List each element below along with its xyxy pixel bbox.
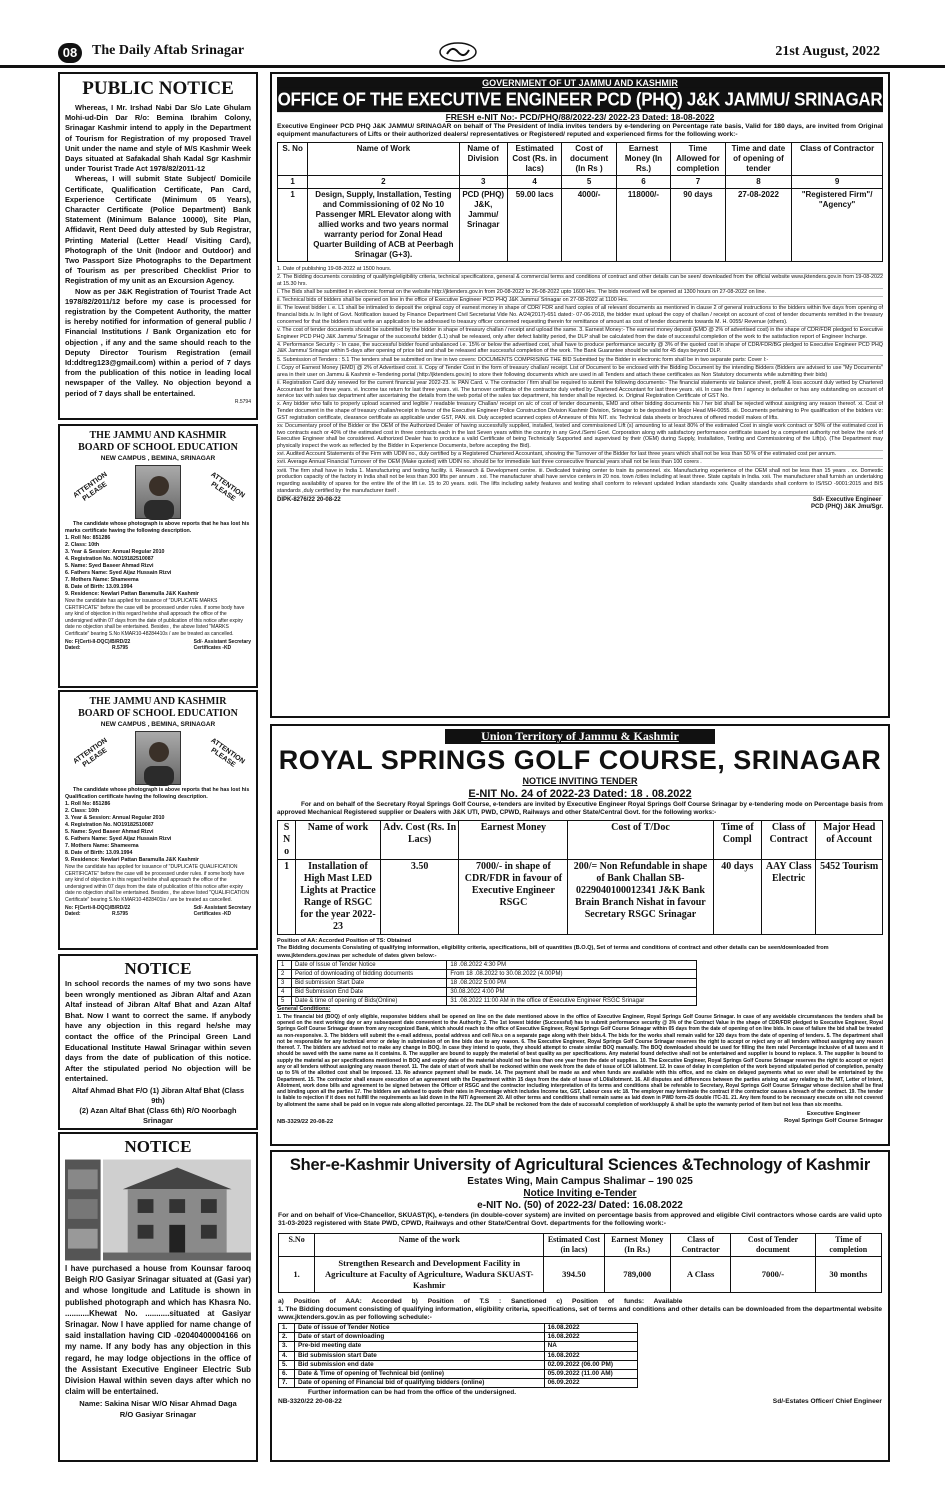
bose-item: 8. Date of Birth: 13.09.1994 <box>65 584 133 590</box>
schedule-cell: 5 <box>278 997 292 1006</box>
pcd-cell: Design, Supply, Installation, Testing and Commissioning of 02 No 10 Passenger MRL Elevator along with allied works and two years normal warranty period for Zonal Head Quarter Building of ACB at Peerbagh Srinagar (G+3). <box>308 189 459 262</box>
skuast-positions: a) Position of AAA: Accorded b) Position of T.S : Sanctioned c) Position of funds: Available <box>278 1297 683 1305</box>
schedule-cell: 5. <box>279 1360 295 1369</box>
skuast-cell: 394.50 <box>544 1256 604 1292</box>
schedule-cell: 16.08.2022 <box>544 1333 637 1342</box>
pcd-cell: 4000/- <box>562 189 616 262</box>
pcd-col-header: Cost of document (In Rs ) <box>562 143 616 176</box>
schedule-cell: 05.09.2022 (11.00 AM) <box>544 1370 637 1379</box>
notice-house-purchase <box>58 1132 258 1462</box>
public-notice-para2: Whereas, I will submit State Subject/ Domicile Certificate, Qualification Certificate, Pan Card, Experience Certificate (Minimum 05 Years), Character Certificate (Police Department) Bank Statement (Minimum Balance 10000), Site Plan, Affidavit, Rent Deed duly attested by Sub Registrar, Printing Material (Letter Head/ Visiting Card), Photograph of the Unit (Indoor and Outdoor) and Two Passport Size Photographs to the Department of Tourism as per prescribed Checklist Prior to Registration of my unit as an Excursion Agency. <box>65 174 251 286</box>
bose-sig: Sd/- Assistant Secretary <box>193 638 251 645</box>
map-thumbnail-icon <box>65 1159 101 1261</box>
golf-table <box>277 820 883 935</box>
bose-board: BOARD OF SCHOOL EDUCATION <box>78 442 238 453</box>
golf-cell: 3.50 <box>380 860 459 935</box>
pcd-col-header: S. No <box>278 143 308 176</box>
pcd-condition: ii. Registration Card duly renewed for the current financial year 2022-23. iv. PAN Card. v. The contractor / firm shall be required to submit the following documents:- The financial statements viz balance sheet, profit & loss account duly vetted by Chartered Accountant for last three years. vi. Income tax return for last three years. vii. The turnover certificate of the contractor duly vetted by Chartered Accountant for last three years. viii. In case the firm / agency is defaulter or has any outstanding on account of service tax with sales tax department after ascertaining the details from the web portal of the sales tax department, his tender shall be rejected. ix. Original Registration Certificate of GST No. <box>277 379 883 400</box>
schedule-cell: 18 .08.2022 4:30 PM <box>447 961 697 970</box>
attention-right: ATTENTION PLEASE <box>209 471 246 503</box>
skuast-nb: NB-3320/22 20-08-22 <box>278 1398 342 1406</box>
skuast-intro: For and on behalf of Vice-Chancellor, SKUAST(K), e-tenders (in double-cover system) are invited on percentage basis from approved and eligible Civil contractors whose cards are valid upto 31-03-2023 registered with State PWD, CPWD, Railways and other State/Central Govt. departments for the following work:- <box>278 1212 882 1228</box>
house-photo-icon <box>103 1159 251 1261</box>
schedule-cell: 2 <box>278 970 292 979</box>
notice-title: NOTICE <box>124 1137 192 1156</box>
pcd-condition: ii. Technical bids of bidders shall be opened on line in the office of Executive Engineer PCD PHQ J&K Jammu/ Srinagar on 27-08-2022 at 1100 Hrs. <box>277 297 883 305</box>
skuast-nit: e-NIT No. (50) of 2022-23/ Dated: 16.08.2022 <box>477 1200 683 1211</box>
pcd-cell: 1 <box>278 189 308 262</box>
skuast-col-header: Estimated Cost (in lacs) <box>544 1233 604 1256</box>
pcd-condition: 2. The Bidding documents consisting of qualifying/eligibility criteria, technical specifications, general & commercial terms and conditions of contract and other details can be seen/ downloaded from the official website www.jktenders.gov.in from 19-08-2022 at 15.30 hrs. <box>277 273 883 287</box>
golf-name: ROYAL SPRINGS GOLF COURSE, SRINAGAR <box>278 745 882 775</box>
skuast-col-header: S.No <box>279 1233 315 1256</box>
pcd-col-header: Estimated Cost (Rs. in lacs) <box>507 143 561 176</box>
bose-item: 2. Class: 10th <box>65 808 100 814</box>
bose-notice-marks <box>58 424 258 688</box>
pcd-condition: xvi. Audited Account Statements of the Firm with UDIN no., duly certified by a Registered Chartered Accountant, showing the Turnover of the Bidder for last three years which shall not be less than 50 % of the estimated cost per annum. <box>277 451 883 459</box>
skuast-col-header: Name of the work <box>315 1233 544 1256</box>
pcd-govt: GOVERNMENT OF UT JAMMU AND KASHMIR <box>277 77 883 89</box>
pcd-condition: iii. The lowest bidder i. e. L1 shall be intimated to deposit the original copy of earnest money in shape of CDR/ FDR and hard copies of all relevant documents as mentioned in clause 2 of general instructions to the bidders within five days from opening of financial bids.iv. In light of Govt. Notification issued by Finance Department Civil Secretariat Vide No. A/24(2017)-651 dated:- 07-06-2018, the bidder must upload the copy of challan / receipt on account of cost of tender documents remitted in the treasury concerned for that the bidders must write an application to be addressed to treasury officer concerned requesting therein for remittance of amount as cost of tender documents towards M. H. 0055/ Revenue (others). <box>277 305 883 325</box>
golf-cell: 1 <box>278 860 296 935</box>
bose-sig2: Certificates -KD <box>193 911 232 918</box>
paper-name: The Daily Aftab Srinagar <box>92 43 245 58</box>
schedule-cell: 02.09.2022 (06.00 PM) <box>544 1360 637 1369</box>
golf-col-header: Time of Compl <box>713 821 761 860</box>
pcd-sig: Sd/- Executive Engineer <box>812 496 882 503</box>
public-notice <box>58 72 258 420</box>
skuast-nit-title: Notice Inviting e-Tender <box>523 1188 637 1199</box>
bose-notice-qualification <box>58 690 258 950</box>
notice-sign2: (2) Azan Altaf Bhat (Class 6th) R/O Noorbagh Srinagar <box>79 1105 237 1125</box>
bose-item: 7. Mothers Name: Shameema <box>65 843 139 849</box>
golf-cell: 5452 Tourism <box>816 860 883 935</box>
skuast-wing: Estates Wing, Main Campus Shalimar – 190 025 <box>467 1176 693 1187</box>
skuast-title: Sher-e-Kashmir University of Agricultural Sciences &Technology of Kashmir <box>289 1156 871 1174</box>
schedule-cell: Bid submission start Date <box>295 1351 545 1360</box>
schedule-cell: 06.09.2022 <box>544 1379 637 1388</box>
pcd-condition: xvii. Average Annual Financial Turnover of the OEM (Make quoted) with UDIN no. should be for immediate last three consecutive financial years shall not be less than 100 corers . <box>277 459 883 467</box>
house-photos <box>65 1159 251 1261</box>
bose-item: 3. Year & Session: Annual Regular 2010 <box>65 549 165 555</box>
golf-col-header: Earnest Money <box>459 821 568 860</box>
bose-item: 5. Name: Syed Baseer Ahmad Rizvi <box>65 829 154 835</box>
pcd-col-number: 7 <box>671 176 725 189</box>
pcd-condition: 4. Performance Security :- In case, the successful bidder found unbalanced i.e. 15% or below the advertised cost, shall have to produce performance security @ 3% of the quoted cost in shape of CDR/FDR/BG pledged to Executive Engineer PCD PHQ J&K Jammu/ Srinagar within 5-days after opening of price bid and shall be released after successful completion of the work. The Bank Guarantee should be valid for 45 days beyond DLP. <box>277 341 883 355</box>
bose-item: 3. Year & Session: Annual Regular 2010 <box>65 815 165 821</box>
bose-dated: Dated: <box>65 911 81 918</box>
schedule-cell: 4 <box>278 988 292 997</box>
schedule-cell: Period of downloading of bidding documents <box>292 970 447 979</box>
candidate-photo <box>135 465 181 519</box>
pcd-col-number: 4 <box>507 176 561 189</box>
bose-item: 8. Date of Birth: 13.09.1994 <box>65 850 133 856</box>
bose-item: 6. Fathers Name: Syed Aijaz Hussain Rizvi <box>65 570 172 576</box>
golf-sig2: Royal Springs Golf Course Srinagar <box>784 1118 883 1125</box>
candidate-photo <box>135 731 181 785</box>
bose-items <box>65 535 251 598</box>
skuast-cell: 30 months <box>815 1256 881 1292</box>
golf-col-header: Major Head of Account <box>816 821 883 860</box>
skuast-further: Further information can be had from the office of the undersigned. <box>308 1389 517 1397</box>
skuast-sig: Sd/-Estates Officer/ Chief Engineer <box>772 1398 882 1406</box>
golf-nit-title: NOTICE INVITING TENDER <box>522 776 638 786</box>
pcd-nit: FRESH e-NIT No:- PCD/PHQ/88/2022-23/ 2022-23 Dated: 18-08-2022 <box>445 112 715 122</box>
bose-items <box>65 801 251 864</box>
pcd-col-number: 2 <box>308 176 459 189</box>
golf-col-header: S N o <box>278 821 296 860</box>
bose-dated: Dated: <box>65 645 81 652</box>
pcd-col-header: Earnest Money (In Rs.) <box>616 143 670 176</box>
golf-col-header: Cost of T/Doc <box>568 821 713 860</box>
schedule-cell: Date & Time of opening of Technical bid (online) <box>295 1370 545 1379</box>
person-icon <box>136 732 182 786</box>
bose-item: 5. Name: Syed Baseer Ahmad Rizvi <box>65 563 154 569</box>
pcd-cell: "Registered Firm"/ "Agency" <box>792 189 883 262</box>
pcd-col-header: Time and date of opening of tender <box>725 143 792 176</box>
golf-tender <box>270 724 890 1146</box>
pcd-col-number: 8 <box>725 176 792 189</box>
golf-cell: Installation of High Mast LED Lights at Practice Range of RSGC for the year 2022-23 <box>296 860 381 935</box>
bose-campus: NEW CAMPUS , BEMINA, SRINAGAR <box>100 455 216 462</box>
pcd-office: OFFICE OF THE EXECUTIVE ENGINEER PCD (PHQ) J&K JAMMU/ SRINAGAR <box>277 88 883 112</box>
skuast-cell: 1. <box>279 1256 315 1292</box>
schedule-cell: 3 <box>278 979 292 988</box>
pcd-condition: 1. Date of publishing 19-08-2022 at 1500 hours. <box>277 265 883 273</box>
golf-ut: Union Territory of Jammu & Kashmir <box>445 729 715 744</box>
schedule-cell: 3. <box>279 1342 295 1351</box>
schedule-cell: Date of Issue of Tender Notice <box>292 961 447 970</box>
schedule-cell: Bid submission end date <box>295 1360 545 1369</box>
pcd-condition: x. Any bidder who fails to properly upload scanned and legible / readable treasury Challan/ receipt on a/c of cost of tender documents, EMD and other bidding documents his / her bid shall be rejected without assigning any reason thereof. xi. Cost of Tender document in the shape of treasury challan/receipt in favour of the Executive Engineer Police Construction Division Kashmir Division, Srinagar to be deposited in Major Head MH-0055. xii. Documents pertaining to Pre qualification of the bidders viz: GST registration certificate, clearance certificate as applicable under GST, PAN. xiii. Duly accepted scanned copies of Annexure of this NIT. xiv. Technical data sheets or brochures of offered model/ makes of lifts. <box>277 401 883 421</box>
bose-sig2: Certificates -KD <box>193 645 232 652</box>
skuast-col-header: Time of completion <box>815 1233 881 1256</box>
pcd-cell: 118000/- <box>616 189 670 262</box>
schedule-cell: 18 .08.2022 5:00 PM <box>447 979 697 988</box>
bose-body: Now the candidate has applied for issuance of "DUPLICATE MARKS CERTIFICATE" before the case will be processed under rules. if some body have any kind of objection in this regard he/she shall approach the office of the undersigned within 07 days from the date of publication of this notice after expiry date no objection shall be entertained. Besides , the above listed "MARKS Certificate" bearing S.No KMAR10-48284410s / are be treated as cancelled. <box>65 598 245 637</box>
notice-body: I have purchased a house from Kounsar farooq Beigh R/O Gasiyar Srinagar situated at (Gasi yar) and whose longitude and Latitude is shown in published photograph and which has Khasra No. ...........Khewat No. ...........situated at Gasiyar Srinagar. Now I have applied for name change of said installation having CID -02040400004166 on my name. If any body has any objection in this regard, he may lodge objections in the office of the Assistant Executive Engineer Electric Sub Division Hawal within seven days after which no claim will be entertained. <box>65 1264 251 1397</box>
pcd-cell: 90 days <box>671 189 725 262</box>
bose-item: 4. Registration No. NO19182510087 <box>65 556 154 562</box>
paper-logo-icon <box>438 41 478 63</box>
notice-sign1: Name: Sakina Nisar W/O Nisar Ahmad Daga <box>79 1399 237 1409</box>
pcd-col-number: 6 <box>616 176 670 189</box>
bose-rno: R.5795 <box>111 645 129 652</box>
public-notice-para3: Now as per J&K Registration of Tourist Trade Act 1978/82/2011/12 before my case is processed for registration by the Competent Authority, the matter is hereby notified for information of general public / Financial Institutions / Bank Organization etc for objection , if any and the same should reach to the Deputy Director Tourism Registration (email Id:ddtreg123@gmail.com) within a period of 7 days from the publication of this notice in leading local newspaper of the Valley. No objection beyond a period of 7 days shall be entertained. <box>65 286 251 398</box>
pcd-col-header: Name of Work <box>308 143 459 176</box>
pcd-dipk: DIPK-8276/22 20-08-22 <box>277 496 341 503</box>
pcd-col-number: 3 <box>459 176 507 189</box>
golf-col-header: Name of work <box>296 821 381 860</box>
skuast-tender <box>270 1150 890 1462</box>
golf-gc-title: General Conditions: <box>277 1006 331 1013</box>
pcd-cell: PCD (PHQ) J&K, Jammu/ Srinagar <box>459 189 507 262</box>
pcd-condition: i. Copy of Earnest Money (EMD) @ 2% of Advertised cost. ii. Copy of Tender Cost in the form of treasury challan/ receipt. List of Document to be enclosed with the Bidding Document by the intending Bidders (Bidders are advised to use "My Documents" area in their user on Jammu & Kashmir e-Tendering portal (http://jktenders.gov.in) to store their following documents which are used in all Tenders and attach these certificates as Non Statutory documents while submitting their bids) <box>277 364 883 378</box>
golf-cell: 200/= Non Refundable in shape of Bank Challan SB-0229040100012341 J&K Bank Brain Branch Nishat in favour Secretary RSGC Srinagar <box>568 860 713 935</box>
schedule-cell: 16.08.2022 <box>544 1324 637 1333</box>
notice-sign2: R/O Gasiyar Srinagar <box>119 1410 197 1420</box>
bose-board: BOARD OF SCHOOL EDUCATION <box>78 708 238 719</box>
pcd-col-header: Name of Division <box>459 143 507 176</box>
golf-gc: 1. The financial bid (BOQ) of only eligible, responsive bidders shall be opened on line on the date mentioned above in the office of Executive Engineer, Royal Springs Golf Course Srinagar. In case of any avoidable circumstances the tenders shall be opened on the next working day or any subsequent date convenient to the Authority 2. The 1st lowest bidder (Successful) has to submit performance security @ 3% of the Contract Value in the shape of CDR/FDR pledged to Executive Engineer, Royal Springs Golf Course Srinagar drawn from any recognized Bank, which should reach to the office of Executive Engineer, Royal Springs Golf Course Srinagar within 05 days from the date of opening of on line bids. In case of failure the bid shall be treated as non-responsive. 3. The bidders will submit the e-mail address, postal address and cell No.s on a separate page along with their bids.4. The bids for the works shall remain valid for 120 days from the date of opening of tenders. 5. The department shall not be responsible for any technical error or delay in submission of on line bids due to any reason. 6. The Executive Engineer, Royal Springs Golf Course Srinagar reserves the right to accept or reject any or all tenders without assigning any reason thereof. 7. The bidders are advised not to make any change in BOQ. In case they intend to quote, they should attempt to create similar BOQ manually. The BOQ downloaded should be used for filling the item rate/ Percentage inclusive of all taxes and it should be saved with the same name as it contains. 8. The supplier are bound to supply the material of best quality as per specifications. Any material found defective shall not be entertained and supplier is bound to replace. 9. The supplier is bound to supply the material as per specifications mentioned in BOQ and expiry date of the material should not be less than one year from the date of supplies. 10. The Executive Engineer, Royal Springs Golf Course Srinagar reserves the right to accept or reject any or all tenders without assigning any reason thereof. 11. The date of start of work shall be reckoned within one week from the date of issue of LOI /allotment. 12. In case of delay in completion of the work beyond stipulated period of completion, penalty up to 5% of the allotted cost shall be imposed. 13. No advance payment shall be made. 14. The payment shall be made as and when funds are available with this office, and no claim on delayed payments what so ever shall be entertained by the Department. 15. The contractor shall ensure execution of an agreement with the Department within 15 days from the date of issue of LOI/allotment. 16. All disputes and differences between the parties arising out any relating to the NIT, Letter of Intent, Allotment, work done bills and agreement to be signed between the Officer of RSGC and the contractor including interpretation of its terms and conditions shall be referable to Secretary, Royal Springs Golf Course Srinagar whose decision shall be final and binding upon all the parties 17. The bidders are advised to quote their rates in Percentage which includes Income tax, GST, Labour cess etc 18. The employer may terminate the contract if the contractor causes a breach of the contract. 19. The tender is liable to rejection if it does not fulfill the requirements as laid down in the NIT/ Agreement 20. All other terms and conditions shall remain same as laid down in PWD form-25 double /TC-31. 21. Any item found to be necessary execute on site not covered by allotment the same shall be paid on in vogue rate along allotted percentage. 22. The DLP shall be reckoned from the date of successful completion of work/supply & shall be upto the warranty period of item but not less than six months. <box>277 1013 883 1108</box>
golf-sig: Executive Engineer <box>806 1111 861 1118</box>
golf-schedule <box>277 960 697 1006</box>
schedule-cell: Date of start of downloading <box>295 1333 545 1342</box>
golf-cell: 40 days <box>713 860 761 935</box>
pcd-condition: i. The Bids shall be submitted in electronic format on the website http://jktenders.gov.in from 20-08-2022 to 26-08-2022 upto 1600 Hrs. The bids received will be opened at 1300 hours on 27-08-2022 on line. <box>277 289 883 297</box>
pcd-col-number: 1 <box>278 176 308 189</box>
schedule-cell: Date of opening of Financial bid of qualifying bidders (online) <box>295 1379 545 1388</box>
skuast-cell: A Class <box>670 1256 730 1292</box>
bose-item: 2. Class: 10th <box>65 542 100 548</box>
bose-rno: R.5795 <box>111 911 129 918</box>
attention-left: ATTENTION PLEASE <box>72 471 109 503</box>
bose-no: No: F(Certi-II-DQC)/B/RD/22 <box>65 904 131 911</box>
skuast-cell: Strengthen Research and Development Facility in Agriculture at Faculty of Agriculture, Wadura SKUAST-Kashmir <box>315 1256 544 1292</box>
pcd-table <box>277 142 883 262</box>
schedule-cell: Pre-bid meeting date <box>295 1342 545 1351</box>
bose-org: THE JAMMU AND KASHMIR <box>89 430 227 441</box>
skuast-col-header: Class of Contractor <box>670 1233 730 1256</box>
golf-cell: AAY Class Electric <box>761 860 815 935</box>
schedule-cell: 4. <box>279 1351 295 1360</box>
notice-title: NOTICE <box>124 959 192 978</box>
pcd-intro: Executive Engineer PCD PHQ J&K JAMMU/ SRINAGAR on behalf of The President of India invites tenders by e-tendering on Percentage rate basis, Valid for 180 days, are invited from Original equipment manufacturers of Lifts or their authorized dealers/ representatives or Registered/ reputed and experienced firms for the following work:- <box>277 123 883 139</box>
pcd-sig2: PCD (PHQ) J&K Jmu/Sgr. <box>810 504 883 511</box>
golf-col-header: Class of Contract <box>761 821 815 860</box>
pcd-condition: xv. Documentary proof of the Bidder or the OEM of the Authorized Dealer of having successfully supplied, installed, tested and commissioned Lift (s) amounting to at least 80% of the estimated Cost in single work contract or 50% of the estimated cost in two contracts each or 40% of the estimated cost in three contracts each in the last Seven years within the country in any Govt./Semi Govt. Corporation along with satisfactory performance certificate issued by a competent authority not below the rank of Executive Engineer shall be considered. Authorized Dealer has to produce a valid Certificate of being Technically Supported and supervised by their (OEM) during Supply, Installation, Testing and Commissioning of the Lift(s). (The Department may physically inspect the work as reflected by the Bidder in Experience Documents, before accepting the Bid). <box>277 423 883 449</box>
skuast-table <box>278 1233 882 1293</box>
golf-cell: 7000/- in shape of CDR/FDR in favour of Executive Engineer RSGC <box>459 860 568 935</box>
public-notice-para1: Whereas, I Mr. Irshad Nabi Dar S/o Late Ghulam Mohi-ud-Din Dar R/o: Bemina Ibrahim Colony, Srinagar Kashmir intend to apply in the Department of Tourism for Registration of my proposed Travel Unit under the name and style of M/S Kashmir Week Days situated at Safakadal Shah Kadal Sgr Kashmir under Tourist Trade Act 1978/82/2011-12 <box>65 103 251 174</box>
skuast-schedule <box>278 1323 638 1388</box>
bose-item: 1. Roll No: 851286 <box>65 801 111 807</box>
skuast-bidding: 1. The Bidding document consisting of qualifying information, eligibility criteria, specifications, set of terms and conditions and other details can be downloaded from the departmental website www.jktenders.gov.in as per following schedule:- <box>278 1305 882 1322</box>
notice-sign1: Altaf Ahmad Bhat F/O (1) Jibran Altaf Bhat (Class 9th) <box>71 1085 245 1105</box>
schedule-cell: NA <box>544 1342 637 1351</box>
pcd-condition: 5. Submission of Tenders : 5.1 The tenders shall be submitted on line in two covers: DOCUMENTS COMPRISING THE BID Submitted by the Bidder in electronic form shall be in two separate parts: Cover I:- <box>277 356 883 364</box>
golf-col-header: Adv. Cost (Rs. In Lacs) <box>380 821 459 860</box>
bose-item: 9. Residence: Newlari Pattan Baramulla J&K Kashmir <box>65 591 199 597</box>
pcd-conditions <box>277 265 883 495</box>
bose-item: 7. Mothers Name: Shameema <box>65 577 139 583</box>
pcd-condition: xviii. The firm shall have in India 1. Manufacturing and testing facility. ii. Research & Development centre. iii. Dedicated training center to train its personnel. xix. Manufacturing experience of the OEM shall not be less than 15 years . xx. Domestic production capacity of the factory in India shall not be less than 300 lifts per annum . xxi. The manufacturer shall have service centers in 20 nos. town /cities including at least three. State capitals in India. xxii. The manufacturer shall furnish an undertaking regarding availability of spares for the entire life of the lift i.e. 15 to 20 years. xxiii. The lifts including safety features and testing shall conform to relevant updated Indian standards xxiv. Quality standards shall conform to IS/ISO -9001:2015 and BIS standards ,duly certified by the manufacturer itself . <box>277 467 883 494</box>
pcd-col-number: 5 <box>562 176 616 189</box>
schedule-cell: Date of issue of Tender Notice <box>295 1324 545 1333</box>
bose-intro: The candidate whose photograph is above reports that he has lost his marks certificate having the following description. <box>65 521 250 534</box>
skuast-cell: 789,000 <box>604 1256 670 1292</box>
notice-name-correction <box>58 954 258 1130</box>
pcd-condition: v. The cost of tender documents should be submitted by the bidder in shape of treasury challan / receipt and upload the same. 3. Earnest Money:- The earnest money deposit (EMD @ 2% of advertised cost) in the shape of CDR/FDR pledged to Executive Engineer PCD PHQ J&K Jammu/ Srinagar of the successful bidder (L1) shall be released, only after defect liability period, the DLP shall be calculated from the date of successful completion of the work to the satisfaction report of Engineer Incharge. <box>277 326 883 340</box>
pcd-col-number: 9 <box>792 176 883 189</box>
golf-nit: E-NIT No. 24 of 2022-23 Dated: 18 . 08.2022 <box>468 788 692 800</box>
bose-sig: Sd/- Assistant Secretary <box>193 904 251 911</box>
schedule-cell: Date & time of opening of Bids(Online) <box>292 997 447 1006</box>
bose-org: THE JAMMU AND KASHMIR <box>89 696 227 707</box>
schedule-cell: 6. <box>279 1370 295 1379</box>
issue-date: 21st August, 2022 <box>775 44 880 59</box>
schedule-cell: Bid submission Start Date <box>292 979 447 988</box>
pcd-cell: 27-08-2022 <box>725 189 792 262</box>
golf-nb: NB-3329/22 20-08-22 <box>277 1119 334 1126</box>
golf-bidding: The Bidding documents Consisting of qualifying information, eligibility criteria, specifications, bill of quantities (B.O.Q), Set of terms and conditions of contract and other details can be seen/downloaded from www.jktenders.gov.inas per schedule of dates given below:- <box>277 945 829 959</box>
bose-item: 6. Fathers Name: Syed Aijaz Hussain Rizvi <box>65 836 172 842</box>
schedule-cell: 1. <box>279 1324 295 1333</box>
pcd-col-header: Time Allowed for completion <box>671 143 725 176</box>
schedule-cell: 16.08.2022 <box>544 1351 637 1360</box>
schedule-cell: 1 <box>278 961 292 970</box>
bose-intro: The candidate whose photograph is above reports that he has lost his Qualification certificate having the following description. <box>65 787 250 800</box>
pcd-col-header: Class of Contractor <box>792 143 883 176</box>
bose-no: No: F(Certi-II-DQC)/B/RD/22 <box>65 638 131 645</box>
skuast-col-header: Earnest Money (In Rs.) <box>604 1233 670 1256</box>
skuast-col-header: Cost of Tender document <box>731 1233 815 1256</box>
attention-right: ATTENTION PLEASE <box>209 737 246 769</box>
bose-body: Now the candidate has applied for issuance of "DUPLICATE QUALIFICATION CERTIFICATE" before the case will be processed under rules. if some body have any kind of objection in this regard he/she shall approach the office of the undersigned within 07 days from the date of publication of this notice after expiry date no objection shall be entertained. Besides , the above listed "QUALIFICATION Certificate" bearing S.No KMAR10-4828401is / are be treated as cancelled. <box>65 864 250 903</box>
bose-item: 9. Residence: Newlari Pattan Baramulla J&K Kashmir <box>65 857 199 863</box>
page-number: 08 <box>58 43 82 63</box>
schedule-cell: 2. <box>279 1333 295 1342</box>
bose-item: 4. Registration No. NO19182510087 <box>65 822 154 828</box>
golf-position: Position of AA: Accorded Position of TS: Obtained <box>277 938 412 944</box>
attention-left: ATTENTION PLEASE <box>72 737 109 769</box>
bose-item: 1. Roll No: 851286 <box>65 535 111 541</box>
pcd-cell: 59.00 lacs <box>507 189 561 262</box>
bose-campus: NEW CAMPUS , BEMINA, SRINAGAR <box>100 721 216 728</box>
public-notice-title: PUBLIC NOTICE <box>82 78 234 99</box>
schedule-cell: 31 .08.2022 11:00 AM in the office of Executive Engineer RSGC Srinagar <box>447 997 697 1006</box>
schedule-cell: Bid Submission End Date <box>292 988 447 997</box>
schedule-cell: 30.08.2022 4:00 PM <box>447 988 697 997</box>
person-icon <box>136 466 182 520</box>
skuast-cell: 7000/- <box>731 1256 815 1292</box>
pcd-tender <box>270 72 890 718</box>
public-notice-ref: R.5794 <box>234 398 251 405</box>
schedule-cell: 7. <box>279 1379 295 1388</box>
golf-intro: For and on behalf of the Secretary Royal Springs Golf Course, e-tenders are invited by Executive Engineer Royal Springs Golf Course Srinagar by e-tendering mode on Percentage basis from approved Mechanical Registered supplier or Dealers with J&K UTI, PWD, CPWD, Railways and other State/Central Govt. for the following works:- <box>277 801 883 816</box>
schedule-cell: From 18 .08.2022 to 30.08.2022 (4.00PM) <box>447 970 697 979</box>
notice-body: In school records the names of my two sons have been wrongly mentioned as Jibran Altaf and Azan Altaf instead of Jibran Altaf Bhat and Azan Altaf Bhat. Now I want to correct the same. If anybody have any objection in this regard he/she may contact the office of the Principal Green Land Educational Institute Hawal Srinagar within seven days from the date of publication of this notice. After the stipulated period No objection will be entertained. <box>65 979 251 1084</box>
